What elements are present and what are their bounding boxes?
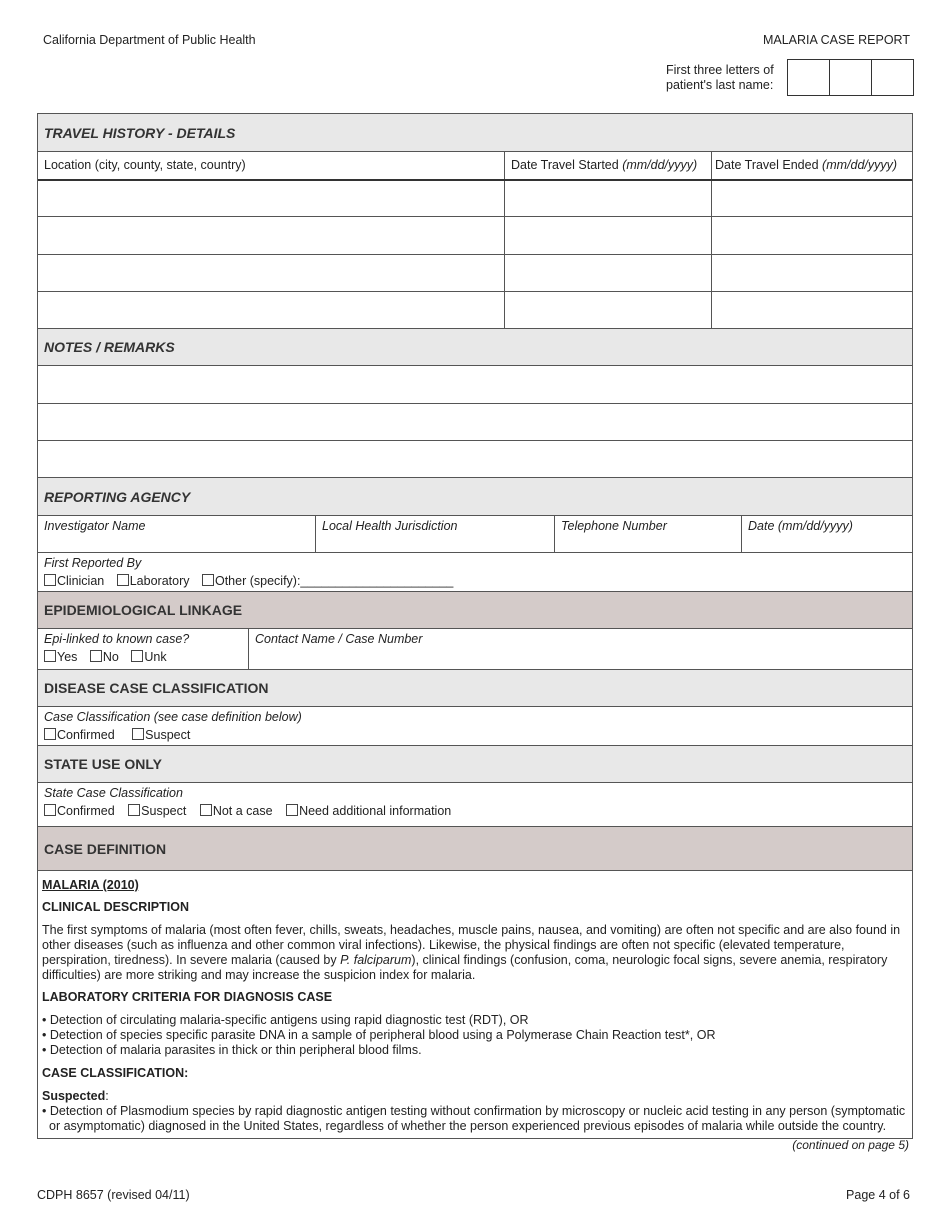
investigator-name-field[interactable]: Investigator Name xyxy=(44,519,146,533)
clinician-option[interactable]: Clinician xyxy=(44,574,104,588)
reporting-row xyxy=(38,515,912,552)
state-options xyxy=(44,804,906,818)
report-form xyxy=(37,113,913,1139)
first-reported-options xyxy=(44,574,906,588)
list-item: • Detection of circulating malaria-specific antigens using rapid diagnostic test (RDT), OR xyxy=(42,1013,529,1027)
notes-line[interactable] xyxy=(38,365,912,403)
checkbox-icon xyxy=(117,574,129,586)
state-confirmed-option[interactable]: Confirmed xyxy=(44,804,115,818)
last-name-letter-2[interactable] xyxy=(830,60,872,95)
classification-section-title: DISEASE CASE CLASSIFICATION xyxy=(38,669,912,706)
checkbox-icon xyxy=(286,804,298,816)
state-section-title: STATE USE ONLY xyxy=(38,745,912,782)
travel-location-field[interactable] xyxy=(38,181,504,216)
checkbox-icon xyxy=(202,574,214,586)
laboratory-option[interactable]: Laboratory xyxy=(117,574,190,588)
travel-row xyxy=(38,291,912,328)
checkbox-icon xyxy=(44,574,56,586)
classification-label: Case Classification (see case definition below) xyxy=(44,710,302,724)
travel-row xyxy=(38,179,912,216)
confirmed-option[interactable]: Confirmed xyxy=(44,728,115,742)
page-number: Page 4 of 6 xyxy=(846,1188,910,1202)
last-name-letter-1[interactable] xyxy=(788,60,830,95)
telephone-field[interactable]: Telephone Number xyxy=(554,516,741,552)
travel-end-field[interactable] xyxy=(711,292,912,328)
travel-start-field[interactable] xyxy=(504,292,711,328)
definition-section-title: CASE DEFINITION xyxy=(38,826,912,870)
last-name-label xyxy=(666,63,774,93)
epi-row xyxy=(38,628,912,669)
last-name-boxes xyxy=(787,59,914,96)
last-name-letter-3[interactable] xyxy=(872,60,913,95)
travel-col-ended xyxy=(711,152,912,179)
state-row xyxy=(38,782,912,826)
state-need-info-option[interactable]: Need additional information xyxy=(286,804,451,818)
first-reported-row xyxy=(38,552,912,591)
epi-unk-option[interactable]: Unk xyxy=(131,650,166,664)
travel-col-location: Location (city, county, state, country) xyxy=(44,158,246,172)
notes-line[interactable] xyxy=(38,440,912,477)
state-classification-label: State Case Classification xyxy=(44,786,183,800)
suspected-label: Suspected: xyxy=(42,1089,109,1103)
checkbox-icon xyxy=(44,650,56,662)
epi-linked-options xyxy=(44,650,242,664)
travel-start-field[interactable] xyxy=(504,255,711,291)
travel-end-field[interactable] xyxy=(711,181,912,216)
travel-col-ended-format: (mm/dd/yyyy) xyxy=(822,158,898,172)
travel-row xyxy=(38,254,912,291)
case-class-heading: CASE CLASSIFICATION: xyxy=(42,1066,189,1080)
travel-location-field[interactable] xyxy=(38,217,504,254)
suspected-text: • Detection of Plasmodium species by rapid diagnostic antigen testing without confirmation by microscopy or nucleic acid testing in any person (symptomatic or asymptomatic) diagnosed in the United States, regardless of whether the person experienced previous episodes of malaria while outside the country. xyxy=(42,1104,906,1133)
checkbox-icon xyxy=(128,804,140,816)
travel-location-field[interactable] xyxy=(38,292,504,328)
state-suspect-option[interactable]: Suspect xyxy=(128,804,186,818)
notes-section-title: NOTES / REMARKS xyxy=(38,328,912,365)
travel-header-row xyxy=(38,151,912,179)
list-item: • Detection of malaria parasites in thick or thin peripheral blood films. xyxy=(42,1043,422,1057)
checkbox-icon xyxy=(44,804,56,816)
classification-row xyxy=(38,706,912,745)
jurisdiction-field[interactable]: Local Health Jurisdiction xyxy=(315,516,554,552)
travel-start-field[interactable] xyxy=(504,181,711,216)
classification-options xyxy=(44,728,906,742)
checkbox-icon xyxy=(131,650,143,662)
checkbox-icon xyxy=(132,728,144,740)
clinical-description: The first symptoms of malaria (most often fever, chills, sweats, headaches, muscle pains, nausea, and vomiting) are often not specific and are also found in other diseases (such as influenza and other common viral infections). Likewise, the physical findings are often not specific (elevated temperature, perspiration, tiredness). In severe malaria (caused by P. falciparum), clinical findings (confusion, coma, neurologic focal signs, severe anemia, respiratory difficulties) are more striking and may increase the suspicion index for malaria. xyxy=(42,923,901,982)
report-title: MALARIA CASE REPORT xyxy=(762,33,910,47)
travel-row xyxy=(38,216,912,254)
continued-note: (continued on page 5) xyxy=(792,1138,909,1152)
epi-no-option[interactable]: No xyxy=(90,650,119,664)
list-item: • Detection of species specific parasite DNA in a sample of peripheral blood using a Polymerase Chain Reaction test*, OR xyxy=(42,1028,716,1042)
checkbox-icon xyxy=(200,804,212,816)
disease-title: MALARIA (2010) xyxy=(42,878,139,892)
travel-section-title: TRAVEL HISTORY - DETAILS xyxy=(38,114,912,151)
first-reported-label: First Reported By xyxy=(44,556,142,570)
last-name-label-line1: First three letters of xyxy=(666,63,774,77)
checkbox-icon xyxy=(44,728,56,740)
lab-heading: LABORATORY CRITERIA FOR DIAGNOSIS CASE xyxy=(42,990,333,1004)
travel-col-ended-label: Date Travel Ended xyxy=(715,158,819,172)
agency-name: California Department of Public Health xyxy=(43,33,256,47)
case-definition-body xyxy=(38,870,912,1138)
reporting-section-title: REPORTING AGENCY xyxy=(38,477,912,515)
travel-col-started-format: (mm/dd/yyyy) xyxy=(622,158,698,172)
state-not-case-option[interactable]: Not a case xyxy=(200,804,273,818)
travel-col-started xyxy=(504,152,711,179)
notes-line[interactable] xyxy=(38,403,912,440)
clinical-heading: CLINICAL DESCRIPTION xyxy=(42,900,189,914)
checkbox-icon xyxy=(90,650,102,662)
last-name-label-line2: patient's last name: xyxy=(666,78,774,92)
contact-field[interactable]: Contact Name / Case Number xyxy=(248,629,912,669)
travel-col-started-label: Date Travel Started xyxy=(511,158,619,172)
epi-linked-cell xyxy=(38,629,248,669)
lab-criteria-list xyxy=(42,1013,908,1058)
travel-start-field[interactable] xyxy=(504,217,711,254)
suspect-option[interactable]: Suspect xyxy=(132,728,190,742)
report-date-field[interactable]: Date (mm/dd/yyyy) xyxy=(741,516,912,552)
epi-yes-option[interactable]: Yes xyxy=(44,650,77,664)
form-id: CDPH 8657 (revised 04/11) xyxy=(37,1188,190,1202)
travel-location-field[interactable] xyxy=(38,255,504,291)
epi-section-title: EPIDEMIOLOGICAL LINKAGE xyxy=(38,591,912,628)
epi-linked-label: Epi-linked to known case? xyxy=(44,632,190,646)
travel-end-field[interactable] xyxy=(711,255,912,291)
travel-end-field[interactable] xyxy=(711,217,912,254)
other-option[interactable]: Other (specify):______________________ xyxy=(202,574,453,588)
